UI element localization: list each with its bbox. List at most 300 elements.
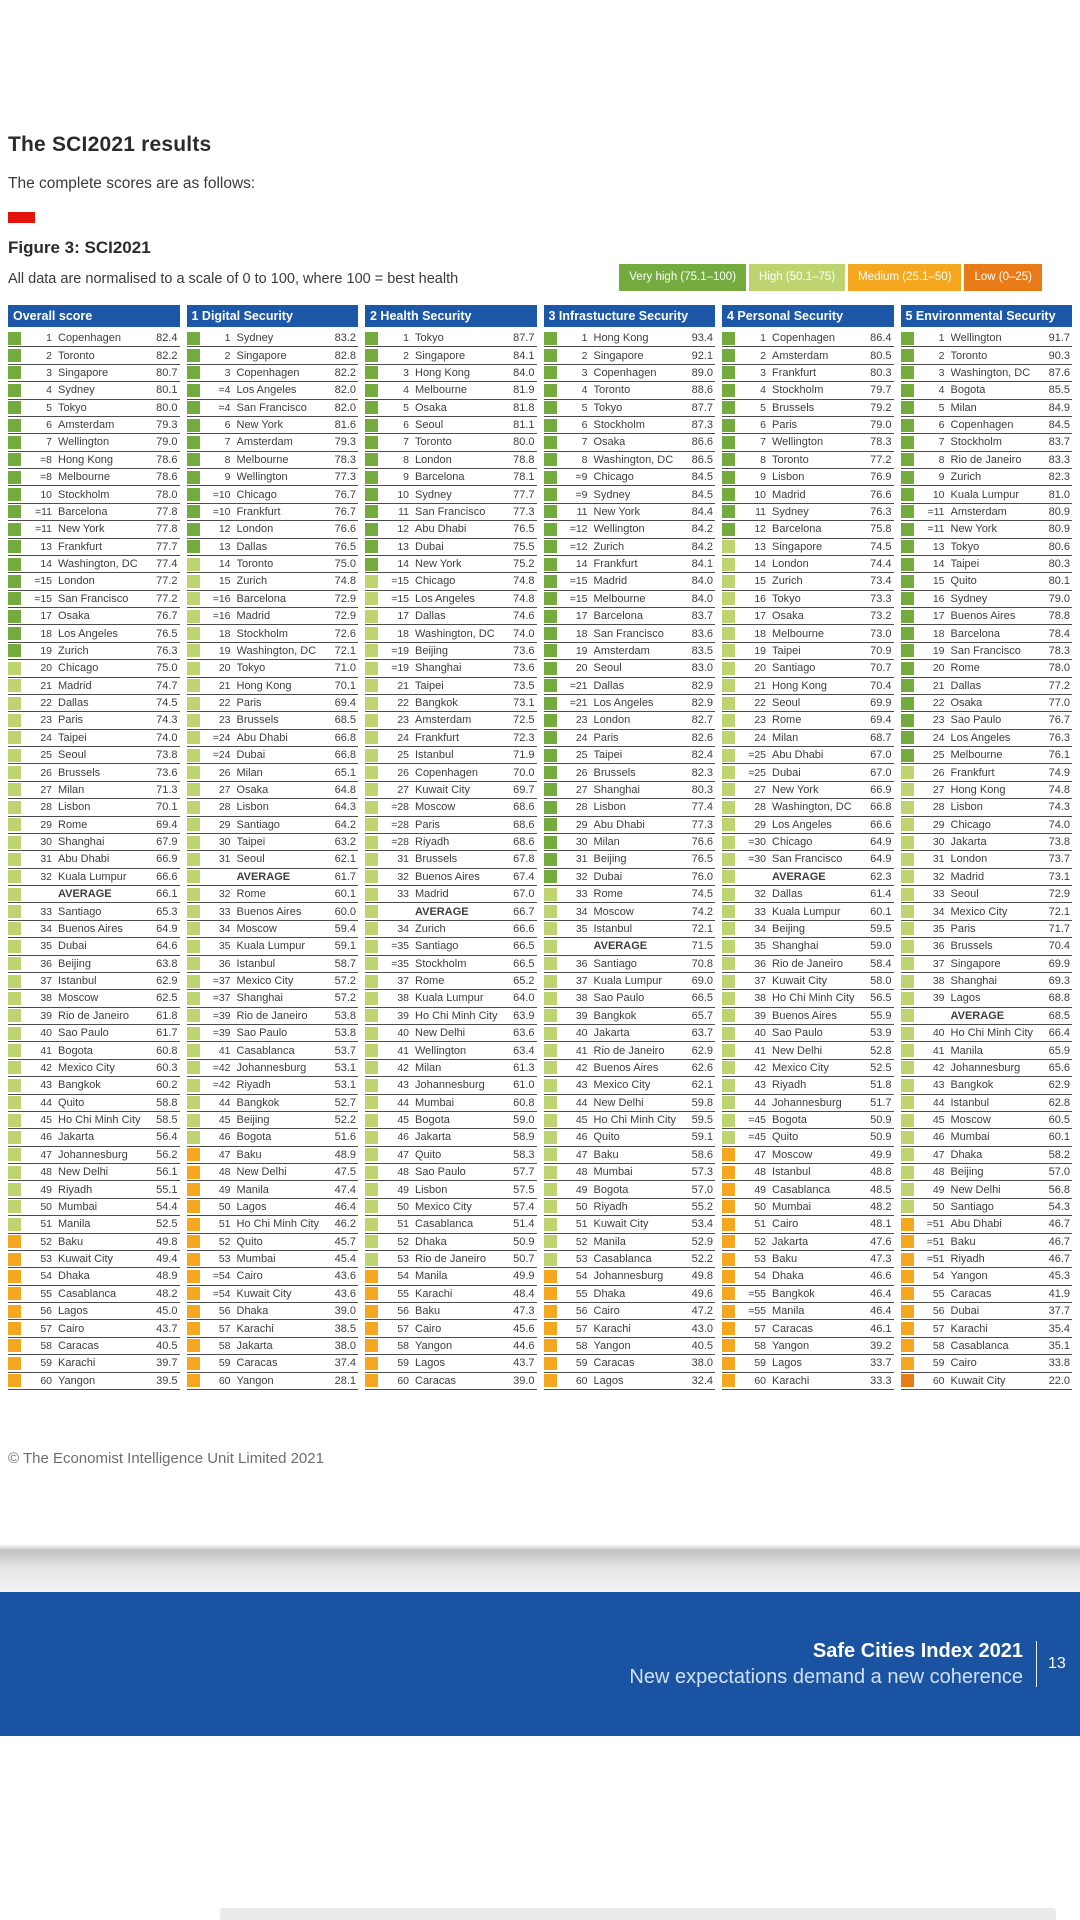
city-cell: Shanghai bbox=[593, 783, 640, 796]
table-row bbox=[365, 1181, 537, 1198]
score-band-swatch bbox=[722, 818, 735, 831]
rank-cell: 33 bbox=[218, 905, 231, 918]
rank-cell: 23 bbox=[397, 714, 409, 727]
score-band-swatch bbox=[187, 922, 200, 935]
rank-cell: 43 bbox=[40, 1079, 52, 1092]
score-cell: 33.3 bbox=[870, 1374, 892, 1387]
city-cell: Paris bbox=[236, 697, 262, 710]
score-cell: 66.5 bbox=[513, 957, 535, 970]
rank-cell: 8 bbox=[938, 453, 945, 466]
city-cell: Karachi bbox=[58, 1357, 96, 1370]
score-band-swatch bbox=[901, 523, 914, 536]
rank-cell: 45 bbox=[575, 1114, 588, 1127]
table-row bbox=[365, 1338, 537, 1355]
rank-cell: 20 bbox=[40, 662, 52, 675]
table-row bbox=[187, 1286, 359, 1303]
table-row-average bbox=[901, 1008, 1073, 1025]
table-row bbox=[8, 521, 180, 538]
city-cell: Zurich bbox=[58, 644, 89, 657]
city-cell: Kuala Lumpur bbox=[236, 940, 305, 953]
score-cell: 84.0 bbox=[691, 592, 713, 605]
table-row bbox=[187, 1199, 359, 1216]
score-cell: 72.3 bbox=[513, 731, 535, 744]
score-cell: 74.9 bbox=[1048, 766, 1070, 779]
score-cell: 50.9 bbox=[870, 1131, 892, 1144]
table-row bbox=[544, 591, 716, 608]
table-row bbox=[722, 486, 894, 503]
city-cell: Caracas bbox=[950, 1287, 992, 1300]
table-row bbox=[8, 1008, 180, 1025]
rank-cell: 2 bbox=[581, 349, 588, 362]
rank-cell: 2 bbox=[403, 349, 409, 362]
score-cell: 68.6 bbox=[513, 818, 535, 831]
score-band-swatch bbox=[544, 575, 557, 588]
rank-cell: 57 bbox=[397, 1322, 409, 1335]
score-cell: 62.3 bbox=[870, 870, 892, 883]
score-band-swatch bbox=[901, 592, 914, 605]
table-row bbox=[544, 1164, 716, 1181]
city-cell: Beijing bbox=[772, 922, 806, 935]
city-cell: Madrid bbox=[415, 888, 449, 901]
score-cell: 49.4 bbox=[156, 1253, 178, 1266]
rank-cell: 10 bbox=[932, 488, 945, 501]
table-row bbox=[365, 347, 537, 364]
rank-cell: 36 bbox=[754, 957, 766, 970]
table-row bbox=[722, 1286, 894, 1303]
score-cell: 52.2 bbox=[691, 1253, 713, 1266]
table-row bbox=[365, 608, 537, 625]
rank-cell: =35 bbox=[391, 957, 409, 970]
table-row-average bbox=[544, 938, 716, 955]
rank-cell: 7 bbox=[581, 436, 588, 449]
table-row bbox=[544, 869, 716, 886]
score-cell: 59.4 bbox=[334, 922, 356, 935]
score-band-swatch bbox=[187, 644, 200, 657]
score-cell: 62.6 bbox=[691, 1061, 713, 1074]
score-cell: 82.2 bbox=[156, 349, 178, 362]
score-band-swatch bbox=[8, 662, 21, 675]
score-cell: 48.2 bbox=[156, 1287, 178, 1300]
city-cell: New York bbox=[58, 523, 105, 536]
rank-cell: =11 bbox=[927, 505, 945, 518]
table-row bbox=[8, 539, 180, 556]
rank-cell: =10 bbox=[212, 488, 231, 501]
table-row bbox=[901, 625, 1073, 642]
score-band-swatch bbox=[722, 1114, 735, 1127]
score-cell: 57.2 bbox=[334, 975, 356, 988]
score-cell: 78.8 bbox=[513, 453, 535, 466]
city-cell: Paris bbox=[772, 419, 798, 432]
score-cell: 73.7 bbox=[1048, 853, 1070, 866]
city-cell: Abu Dhabi bbox=[236, 731, 288, 744]
table-row bbox=[187, 417, 359, 434]
score-band-swatch bbox=[722, 749, 735, 762]
score-cell: 55.2 bbox=[691, 1200, 713, 1213]
score-band-swatch bbox=[901, 922, 914, 935]
score-cell: 83.7 bbox=[1048, 436, 1070, 449]
city-cell: Ho Chi Minh City bbox=[772, 992, 855, 1005]
rank-cell: 42 bbox=[575, 1061, 588, 1074]
score-band-swatch bbox=[544, 1009, 557, 1022]
rank-cell: 31 bbox=[932, 853, 945, 866]
city-cell: Frankfurt bbox=[58, 540, 103, 553]
score-cell: 74.4 bbox=[870, 558, 892, 571]
figure-label: Figure 3: SCI2021 bbox=[8, 238, 151, 257]
city-cell: AVERAGE bbox=[236, 870, 291, 883]
score-cell: 73.3 bbox=[870, 592, 892, 605]
score-cell: 63.6 bbox=[513, 1027, 535, 1040]
rank-cell: 6 bbox=[938, 419, 945, 432]
score-cell: 82.2 bbox=[334, 366, 356, 379]
score-band-swatch bbox=[365, 1253, 378, 1266]
rank-cell: 26 bbox=[397, 766, 409, 779]
score-band-swatch bbox=[8, 1374, 21, 1387]
score-cell: 66.9 bbox=[870, 783, 892, 796]
rank-cell: =24 bbox=[212, 749, 231, 762]
score-cell: 45.7 bbox=[334, 1235, 356, 1248]
score-band-swatch bbox=[901, 1166, 914, 1179]
score-band-swatch bbox=[187, 749, 200, 762]
score-band-swatch bbox=[8, 505, 21, 518]
city-cell: Yangon bbox=[772, 1339, 810, 1352]
score-band-swatch bbox=[901, 1287, 914, 1300]
score-band-swatch bbox=[901, 471, 914, 484]
city-cell: Washington, DC bbox=[236, 644, 317, 657]
table-row bbox=[365, 434, 537, 451]
city-cell: San Francisco bbox=[236, 401, 307, 414]
rank-cell: 29 bbox=[40, 818, 52, 831]
score-band-swatch bbox=[365, 332, 378, 345]
table-row bbox=[544, 1373, 716, 1390]
score-cell: 79.0 bbox=[1048, 592, 1070, 605]
rank-cell: 47 bbox=[932, 1148, 945, 1161]
score-band-swatch bbox=[544, 1339, 557, 1352]
score-cell: 66.7 bbox=[513, 905, 535, 918]
score-cell: 51.4 bbox=[513, 1218, 535, 1231]
score-cell: 47.3 bbox=[513, 1305, 535, 1318]
rank-cell: 28 bbox=[218, 801, 231, 814]
table-row bbox=[365, 1251, 537, 1268]
rank-cell: 22 bbox=[932, 697, 945, 710]
footer-divider bbox=[1036, 1641, 1037, 1687]
city-cell: Milan bbox=[58, 783, 85, 796]
score-cell: 64.8 bbox=[334, 783, 356, 796]
score-band-swatch bbox=[187, 1322, 200, 1335]
score-band-swatch bbox=[365, 870, 378, 883]
city-cell: Seoul bbox=[236, 853, 265, 866]
score-cell: 71.0 bbox=[334, 662, 356, 675]
city-cell: Bangkok bbox=[58, 1079, 101, 1092]
score-cell: 77.2 bbox=[156, 575, 178, 588]
score-band-swatch bbox=[8, 905, 21, 918]
score-cell: 79.0 bbox=[156, 436, 178, 449]
rank-cell: =55 bbox=[748, 1287, 766, 1300]
city-cell: Baku bbox=[415, 1305, 441, 1318]
score-cell: 72.9 bbox=[334, 610, 356, 623]
table-row bbox=[187, 834, 359, 851]
score-cell: 64.3 bbox=[334, 801, 356, 814]
table-row-average bbox=[8, 886, 180, 903]
score-band-swatch bbox=[187, 366, 200, 379]
city-cell: Taipei bbox=[950, 558, 980, 571]
score-band-swatch bbox=[365, 888, 378, 901]
city-cell: Mumbai bbox=[415, 1096, 455, 1109]
rank-cell: 4 bbox=[581, 384, 588, 397]
score-cell: 35.1 bbox=[1048, 1339, 1070, 1352]
score-band-swatch bbox=[8, 1322, 21, 1335]
score-cell: 66.6 bbox=[156, 870, 178, 883]
rank-cell: 17 bbox=[575, 610, 588, 623]
city-cell: Copenhagen bbox=[236, 366, 300, 379]
city-cell: San Francisco bbox=[772, 853, 843, 866]
score-band-swatch bbox=[187, 783, 200, 796]
rank-cell: =28 bbox=[391, 801, 409, 814]
city-cell: Sao Paulo bbox=[58, 1027, 109, 1040]
table-row bbox=[365, 1042, 537, 1059]
table-row bbox=[8, 486, 180, 503]
table-row bbox=[722, 973, 894, 990]
city-cell: Madrid bbox=[236, 610, 271, 623]
rank-cell: 14 bbox=[397, 558, 409, 571]
city-cell: Wellington bbox=[415, 1044, 467, 1057]
score-cell: 79.7 bbox=[870, 384, 892, 397]
rank-cell: =24 bbox=[212, 731, 231, 744]
score-cell: 46.4 bbox=[334, 1200, 356, 1213]
rank-cell: 35 bbox=[575, 922, 588, 935]
score-band-swatch bbox=[365, 627, 378, 640]
score-cell: 82.0 bbox=[334, 384, 356, 397]
city-cell: Chicago bbox=[236, 488, 277, 501]
rank-cell: =21 bbox=[569, 679, 588, 692]
city-cell: Hong Kong bbox=[950, 783, 1006, 796]
rank-cell: 48 bbox=[932, 1166, 945, 1179]
rank-cell: 6 bbox=[760, 419, 766, 432]
score-cell: 54.4 bbox=[156, 1200, 178, 1213]
score-cell: 49.8 bbox=[156, 1235, 178, 1248]
table-row bbox=[8, 1303, 180, 1320]
score-cell: 46.7 bbox=[1048, 1235, 1070, 1248]
score-cell: 48.4 bbox=[513, 1287, 535, 1300]
city-cell: Madrid bbox=[58, 679, 92, 692]
score-cell: 66.5 bbox=[691, 992, 713, 1005]
score-band-swatch bbox=[722, 1218, 735, 1231]
table-row bbox=[722, 365, 894, 382]
table-row bbox=[722, 556, 894, 573]
city-cell: Mexico City bbox=[415, 1200, 472, 1213]
score-band-swatch bbox=[901, 540, 914, 553]
table-row bbox=[8, 1268, 180, 1285]
table-row bbox=[544, 1199, 716, 1216]
rank-cell: 29 bbox=[218, 818, 231, 831]
city-cell: London bbox=[415, 453, 452, 466]
table-row bbox=[8, 434, 180, 451]
rank-cell: 13 bbox=[397, 540, 409, 553]
rank-cell: 29 bbox=[754, 818, 766, 831]
score-band-swatch bbox=[722, 1027, 735, 1040]
table-row bbox=[365, 643, 537, 660]
rank-cell: 1 bbox=[224, 332, 231, 345]
score-cell: 70.8 bbox=[691, 957, 713, 970]
rank-cell: 51 bbox=[397, 1218, 409, 1231]
rank-cell: 19 bbox=[575, 644, 588, 657]
city-cell: Kuwait City bbox=[950, 1374, 1006, 1387]
city-cell: Kuwait City bbox=[58, 1253, 114, 1266]
table-row bbox=[187, 434, 359, 451]
rank-cell: =42 bbox=[212, 1079, 231, 1092]
city-cell: Beijing bbox=[58, 957, 92, 970]
rank-cell: 48 bbox=[218, 1166, 231, 1179]
table-row bbox=[722, 1320, 894, 1337]
city-cell: Mexico City bbox=[593, 1079, 651, 1092]
city-cell: AVERAGE bbox=[58, 888, 112, 901]
score-band-swatch bbox=[901, 453, 914, 466]
table-row bbox=[544, 695, 716, 712]
rank-cell: 12 bbox=[397, 523, 409, 536]
table-row bbox=[544, 1320, 716, 1337]
score-band-swatch bbox=[365, 818, 378, 831]
rank-cell: 47 bbox=[397, 1148, 409, 1161]
score-band-swatch bbox=[187, 1061, 200, 1074]
score-cell: 73.1 bbox=[1048, 870, 1070, 883]
rank-cell: 1 bbox=[403, 332, 409, 345]
score-cell: 81.9 bbox=[513, 384, 535, 397]
rank-cell: 38 bbox=[932, 975, 945, 988]
table-row bbox=[187, 678, 359, 695]
table-row bbox=[544, 678, 716, 695]
score-band-swatch bbox=[722, 436, 735, 449]
rank-cell: 8 bbox=[403, 453, 409, 466]
score-band-swatch bbox=[365, 714, 378, 727]
score-band-swatch bbox=[8, 1357, 21, 1370]
score-cell: 82.9 bbox=[691, 697, 713, 710]
score-band-swatch bbox=[8, 1044, 21, 1057]
city-cell: Dallas bbox=[950, 679, 982, 692]
score-band-swatch bbox=[8, 888, 21, 901]
score-cell: 87.7 bbox=[691, 401, 713, 414]
score-cell: 64.9 bbox=[156, 922, 178, 935]
score-cell: 64.2 bbox=[334, 818, 356, 831]
table-header: 2 Health Security bbox=[365, 305, 537, 327]
score-band-swatch bbox=[722, 1253, 735, 1266]
rank-cell: 60 bbox=[40, 1374, 52, 1387]
city-cell: Moscow bbox=[415, 801, 456, 814]
city-cell: Los Angeles bbox=[415, 592, 475, 605]
score-cell: 72.9 bbox=[1048, 888, 1070, 901]
score-table bbox=[901, 305, 1073, 1390]
rank-cell: 1 bbox=[938, 332, 945, 345]
score-cell: 52.2 bbox=[334, 1114, 356, 1127]
table-row bbox=[8, 1199, 180, 1216]
city-cell: Wellington bbox=[950, 332, 1002, 345]
table-row bbox=[722, 1181, 894, 1198]
table-row bbox=[544, 834, 716, 851]
table-row bbox=[365, 591, 537, 608]
table-row bbox=[722, 608, 894, 625]
rank-cell: 58 bbox=[754, 1339, 766, 1352]
rank-cell: 54 bbox=[932, 1270, 945, 1283]
next-page-edge bbox=[220, 1908, 1056, 1920]
city-cell: Abu Dhabi bbox=[415, 523, 467, 536]
score-band-swatch bbox=[365, 1305, 378, 1318]
score-cell: 70.4 bbox=[870, 679, 892, 692]
table-row bbox=[187, 1373, 359, 1390]
rank-cell: 55 bbox=[397, 1287, 409, 1300]
score-band-swatch bbox=[901, 1253, 914, 1266]
rank-cell: 42 bbox=[754, 1061, 766, 1074]
city-cell: Beijing bbox=[236, 1114, 270, 1127]
city-cell: Moscow bbox=[58, 992, 99, 1005]
city-cell: Yangon bbox=[58, 1374, 96, 1387]
rank-cell: 50 bbox=[40, 1200, 52, 1213]
city-cell: Buenos Aires bbox=[950, 610, 1016, 623]
city-cell: Osaka bbox=[58, 610, 90, 623]
rank-cell: 60 bbox=[397, 1374, 409, 1387]
score-cell: 75.5 bbox=[513, 540, 535, 553]
score-band-swatch bbox=[187, 540, 200, 553]
score-band-swatch bbox=[722, 332, 735, 345]
score-cell: 65.7 bbox=[691, 1009, 713, 1022]
table-row bbox=[544, 747, 716, 764]
score-cell: 58.2 bbox=[1048, 1148, 1070, 1161]
city-cell: Jakarta bbox=[58, 1131, 95, 1144]
score-cell: 82.3 bbox=[691, 766, 713, 779]
rank-cell: 38 bbox=[397, 992, 409, 1005]
city-cell: Rome bbox=[58, 818, 88, 831]
page-title: The SCI2021 results bbox=[8, 133, 212, 156]
rank-cell: 7 bbox=[938, 436, 945, 449]
rank-cell: 9 bbox=[403, 471, 409, 484]
city-cell: Brussels bbox=[236, 714, 279, 727]
score-cell: 67.0 bbox=[870, 749, 892, 762]
city-cell: Sydney bbox=[772, 505, 809, 518]
table-row bbox=[8, 1355, 180, 1372]
score-band-swatch bbox=[8, 1027, 21, 1040]
score-cell: 80.9 bbox=[1048, 505, 1070, 518]
rank-cell: 35 bbox=[218, 940, 231, 953]
table-row bbox=[722, 1095, 894, 1112]
score-band-swatch bbox=[365, 905, 378, 918]
score-band-swatch bbox=[187, 888, 200, 901]
rank-cell: 30 bbox=[575, 836, 588, 849]
score-tables bbox=[8, 305, 1072, 1390]
score-band-swatch bbox=[187, 505, 200, 518]
table-row bbox=[901, 1077, 1073, 1094]
score-cell: 59.5 bbox=[870, 922, 892, 935]
table-row bbox=[8, 1077, 180, 1094]
rank-cell: 52 bbox=[754, 1235, 766, 1248]
score-cell: 75.8 bbox=[870, 523, 892, 536]
rank-cell: 20 bbox=[575, 662, 588, 675]
score-band-swatch bbox=[722, 1322, 735, 1335]
score-band-swatch bbox=[187, 419, 200, 432]
city-cell: London bbox=[950, 853, 988, 866]
score-band-swatch bbox=[901, 992, 914, 1005]
score-band-swatch bbox=[901, 940, 914, 953]
score-band-swatch bbox=[8, 1218, 21, 1231]
table-row bbox=[544, 956, 716, 973]
table-row bbox=[187, 486, 359, 503]
score-band-swatch bbox=[544, 471, 557, 484]
score-cell: 45.3 bbox=[1048, 1270, 1070, 1283]
rank-cell: 54 bbox=[575, 1270, 588, 1283]
table-row bbox=[365, 365, 537, 382]
score-cell: 82.4 bbox=[691, 749, 713, 762]
score-band-swatch bbox=[722, 523, 735, 536]
rank-cell: 27 bbox=[397, 783, 409, 796]
city-cell: Karachi bbox=[236, 1322, 274, 1335]
rank-cell: 27 bbox=[932, 783, 945, 796]
score-band-swatch bbox=[365, 644, 378, 657]
